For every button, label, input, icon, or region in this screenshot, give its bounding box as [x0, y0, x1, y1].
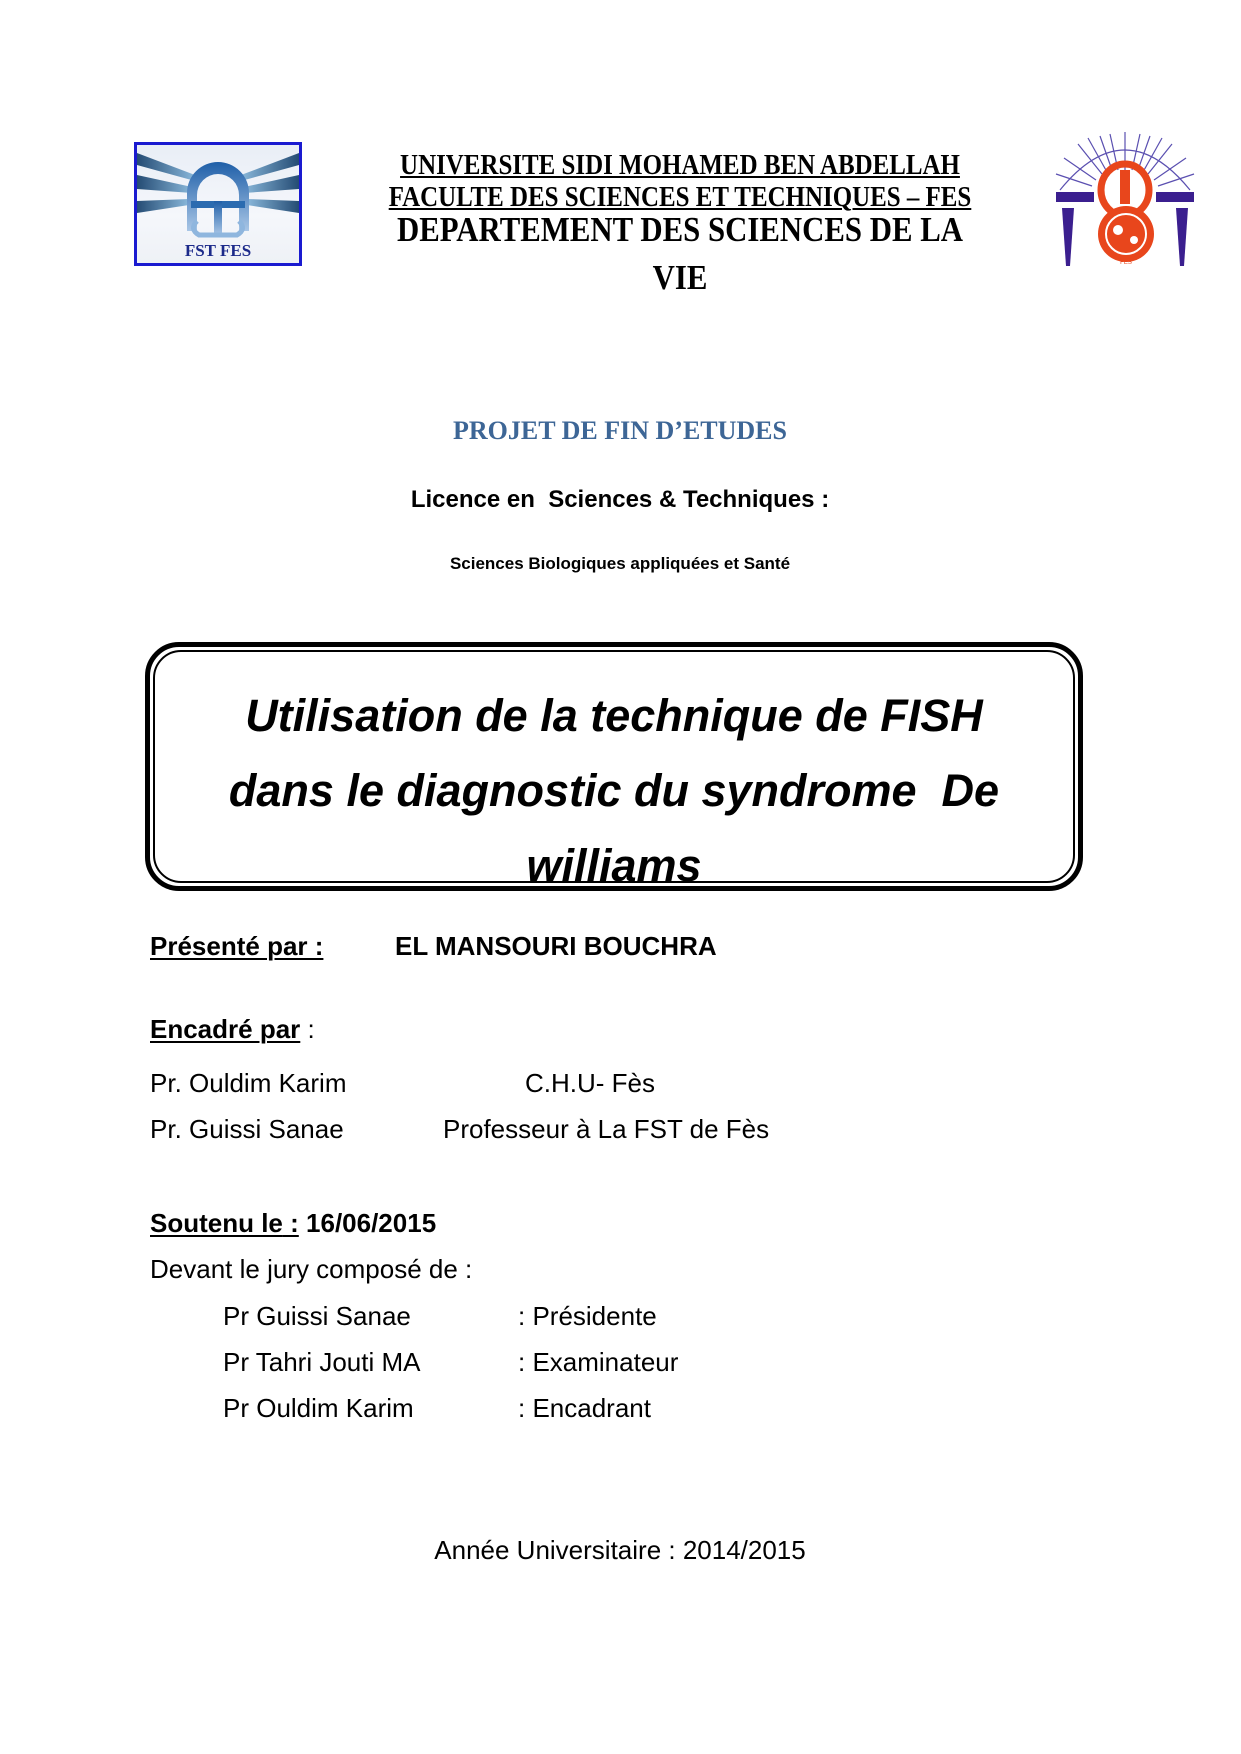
department-name-line2: VIE: [652, 258, 708, 297]
supervisor-name: Pr. Ouldim Karim: [150, 1068, 347, 1098]
speciality-line: Sciences Biologiques appliquées et Santé: [449, 554, 791, 573]
defense-colon: :: [282, 1208, 299, 1238]
thesis-title-box-inner-border: [153, 650, 1075, 883]
student-name: EL MANSOURI BOUCHRA: [395, 931, 717, 961]
university-name: UNIVERSITE SIDI MOHAMED BEN ABDELLAH: [400, 149, 960, 181]
thesis-title-line3: williams: [526, 840, 702, 883]
presented-by-label: Présenté par :: [150, 931, 324, 961]
thesis-title-line1: Utilisation de la technique de FISH: [245, 690, 983, 741]
defense-date-line: [150, 1210, 436, 1236]
project-type-heading: PROJET DE FIN D’ETUDES: [453, 416, 787, 445]
jury-member-role: : Examinateur: [518, 1347, 679, 1377]
supervisor-affiliation: C.H.U- Fès: [525, 1068, 655, 1098]
thesis-title-line2: dans le diagnostic du syndrome De: [228, 765, 1000, 816]
supervised-by-heading: [150, 1016, 315, 1042]
svg-text:FES: FES: [1120, 260, 1132, 266]
fst-fes-logo: [134, 142, 302, 266]
jury-member-name: Pr Tahri Jouti MA: [223, 1347, 421, 1377]
defense-label: Soutenu le: [150, 1208, 283, 1238]
fst-emblem-icon: [137, 145, 299, 263]
faculty-name: FACULTE DES SCIENCES ET TECHNIQUES – FES: [388, 181, 972, 213]
jury-member-role: : Encadrant: [518, 1393, 651, 1423]
supervisor-name: Pr. Guissi Sanae: [150, 1114, 344, 1144]
thesis-title-box: [145, 642, 1083, 891]
department-name-line1: DEPARTEMENT DES SCIENCES DE LA: [396, 210, 964, 249]
jury-member-role: : Présidente: [518, 1301, 657, 1331]
usmba-university-logo: [1052, 130, 1198, 268]
defense-date: 16/06/2015: [298, 1208, 437, 1238]
jury-member-name: Pr Ouldim Karim: [223, 1393, 414, 1423]
supervised-by-colon: :: [300, 1014, 315, 1044]
supervised-by-label: Encadré par: [150, 1014, 301, 1044]
supervisor-affiliation: Professeur à La FST de Fès: [443, 1114, 770, 1144]
jury-member-name: Pr Guissi Sanae: [223, 1301, 411, 1331]
academic-year: Année Universitaire : 2014/2015: [434, 1535, 806, 1565]
degree-line: Licence en Sciences & Techniques :: [410, 486, 830, 513]
jury-intro: Devant le jury composé de :: [150, 1254, 473, 1284]
svg-text:FST FES: FST FES: [184, 241, 252, 260]
usmba-emblem-icon: [1052, 130, 1198, 268]
thesis-title: [155, 678, 1073, 883]
